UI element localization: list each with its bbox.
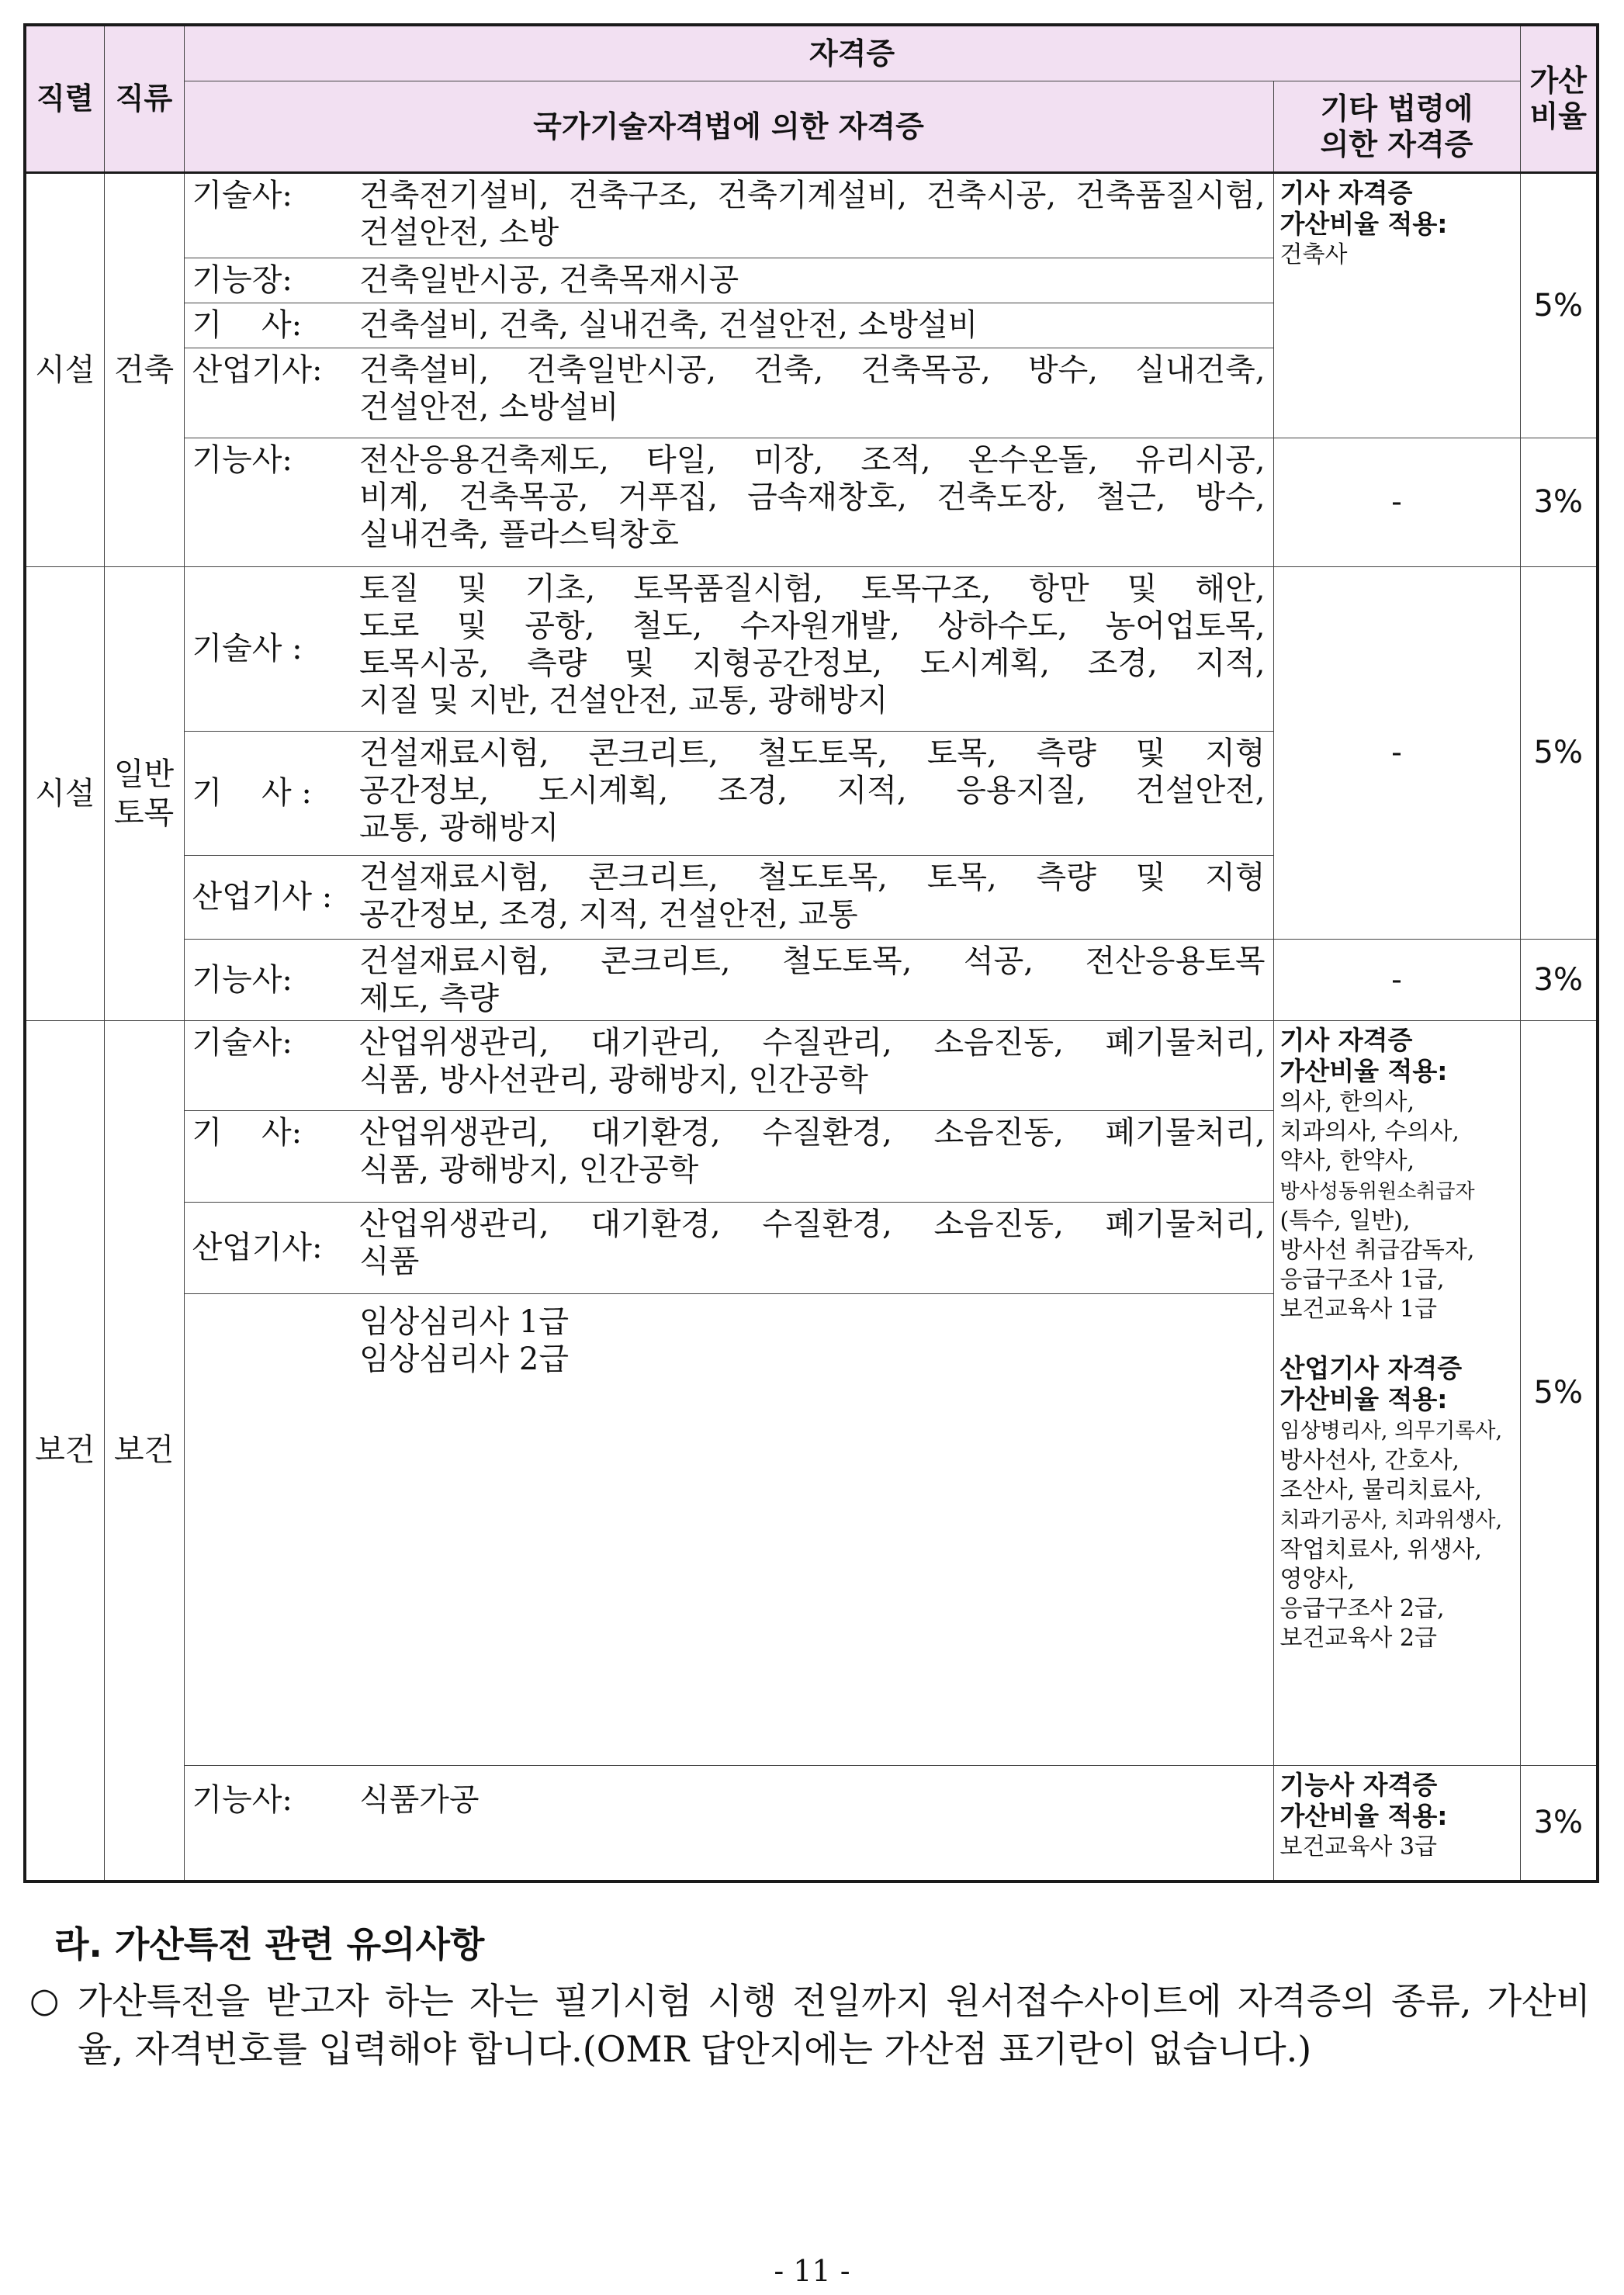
section-title: 라. 가산특전 관련 유의사항 <box>54 1923 485 1965</box>
g2-ratio-2: 3% <box>1520 939 1598 1020</box>
g1-r5-items: 전산응용건축제도, 타일, 미장, 조적, 온수온돌, 유리시공, 비계, 건축목공, 거푸집, 금속재창호, 건축도장, 철근, 방수, 실내건축, 플라스틱창호 <box>356 438 1273 566</box>
g2-r3-level: 산업기사 : <box>184 855 356 939</box>
g1-r4-level: 산업기사: <box>184 348 356 438</box>
g2-other-cert-1: - <box>1273 566 1520 939</box>
g1-r3-items: 건축설비, 건축, 실내건축, 건설안전, 소방설비 <box>356 303 1273 348</box>
notice-text: 가산특전을 받고자 하는 자는 필기시험 시행 전일까지 원서접수사이트에 자격증의 종류, 가산비율, 자격번호를 입력해야 합니다.(OMR 답안지에는 가산점 표기란이 없습니다.) <box>78 1980 1591 2070</box>
g2-jikryu: 일반 토목 <box>104 566 184 1020</box>
g3-r2-items: 산업위생관리, 대기환경, 수질환경, 소음진동, 폐기물처리, 식품, 광해방지, 인간공학 <box>356 1110 1273 1202</box>
bullet-circle-icon: ○ <box>29 1981 60 2020</box>
header-other-cert: 기타 법령에 의한 자격증 <box>1273 81 1520 172</box>
g3-jikryu: 보건 <box>104 1020 184 1881</box>
g1-other-cert: 기사 자격증 가산비율 적용: 건축사 <box>1273 172 1520 438</box>
g2-r1-level: 기술사 : <box>184 566 356 731</box>
g2-jikryeol: 시설 <box>25 566 104 1020</box>
g3-jikryeol: 보건 <box>25 1020 104 1881</box>
g1-ratio-2: 3% <box>1520 438 1598 566</box>
g2-ratio-1: 5% <box>1520 566 1598 939</box>
g1-ratio-1: 5% <box>1520 172 1598 438</box>
g2-r2-level: 기 사 : <box>184 731 356 855</box>
g3-ratio-1: 5% <box>1520 1020 1598 1765</box>
g3-r1-items: 산업위생관리, 대기관리, 수질관리, 소음진동, 폐기물처리, 식품, 방사선관리, 광해방지, 인간공학 <box>356 1020 1273 1110</box>
g3-r3-level: 산업기사: <box>184 1202 356 1293</box>
g1-jikryu: 건축 <box>104 172 184 566</box>
g1-other-cert-2: - <box>1273 438 1520 566</box>
certificate-table <box>23 23 1599 1883</box>
notice-paragraph <box>29 1977 1591 2073</box>
header-jikryu: 직류 <box>104 25 184 172</box>
g3-r4-level-empty <box>184 1293 356 1765</box>
g2-other-cert-2: - <box>1273 939 1520 1020</box>
g3-other-cert-2: 기능사 자격증 가산비율 적용: 보건교육사 3급 <box>1273 1765 1520 1881</box>
g1-r1-level: 기술사: <box>184 172 356 258</box>
g3-ratio-2: 3% <box>1520 1765 1598 1881</box>
g3-other-cert-1: 기사 자격증 가산비율 적용: 의사, 한의사, 치과의사, 수의사, 약사, 한약사, 방사성동위원소취급자 (특수, 일반), 방사선 취급감독자, 응급구조사 1급, 보건교육사 1급 산업기사 자격증 가산비율 적용: 임상병리사, 의무기록사, 방사선사, 간호사, 조산사, 물리치료사, 치과기공사, 치과위생사, 작업치료사, 위생사, 영양사, 응급구조사 2급, 보건교육사 2급 <box>1273 1020 1520 1765</box>
g3-r2-level: 기 사: <box>184 1110 356 1202</box>
g2-r4-level: 기능사: <box>184 939 356 1020</box>
g2-r2-items: 건설재료시험, 콘크리트, 철도토목, 토목, 측량 및 지형 공간정보, 도시계획, 조경, 지적, 응용지질, 건설안전, 교통, 광해방지 <box>356 731 1273 855</box>
g1-r3-level: 기 사: <box>184 303 356 348</box>
g3-r1-level: 기술사: <box>184 1020 356 1110</box>
g3-r4-items: 임상심리사 1급 임상심리사 2급 <box>356 1293 1273 1765</box>
g1-r1-items: 건축전기설비, 건축구조, 건축기계설비, 건축시공, 건축품질시험, 건설안전, 소방 <box>356 172 1273 258</box>
g2-r3-items: 건설재료시험, 콘크리트, 철도토목, 토목, 측량 및 지형 공간정보, 조경, 지적, 건설안전, 교통 <box>356 855 1273 939</box>
header-national-cert: 국가기술자격법에 의한 자격증 <box>184 81 1273 172</box>
g1-r2-items: 건축일반시공, 건축목재시공 <box>356 258 1273 303</box>
g3-r3-items: 산업위생관리, 대기환경, 수질환경, 소음진동, 폐기물처리, 식품 <box>356 1202 1273 1293</box>
g3-r5-items: 식품가공 <box>356 1765 1273 1881</box>
g1-r4-items: 건축설비, 건축일반시공, 건축, 건축목공, 방수, 실내건축, 건설안전, 소방설비 <box>356 348 1273 438</box>
header-jikryeol: 직렬 <box>25 25 104 172</box>
g3-r5-level: 기능사: <box>184 1765 356 1881</box>
g2-r1-items: 토질 및 기초, 토목품질시험, 토목구조, 항만 및 해안, 도로 및 공항, 철도, 수자원개발, 상하수도, 농어업토목, 토목시공, 측량 및 지형공간정보, 도시계획, 조경, 지적, 지질 및 지반, 건설안전, 교통, 광해방지 <box>356 566 1273 731</box>
header-cert: 자격증 <box>184 25 1520 81</box>
g2-r4-items: 건설재료시험, 콘크리트, 철도토목, 석공, 전산응용토목 제도, 측량 <box>356 939 1273 1020</box>
g1-jikryeol: 시설 <box>25 172 104 566</box>
g1-r5-level: 기능사: <box>184 438 356 566</box>
header-ratio: 가산 비율 <box>1520 25 1598 172</box>
page-number: - 11 - <box>774 2254 850 2288</box>
g1-r2-level: 기능장: <box>184 258 356 303</box>
